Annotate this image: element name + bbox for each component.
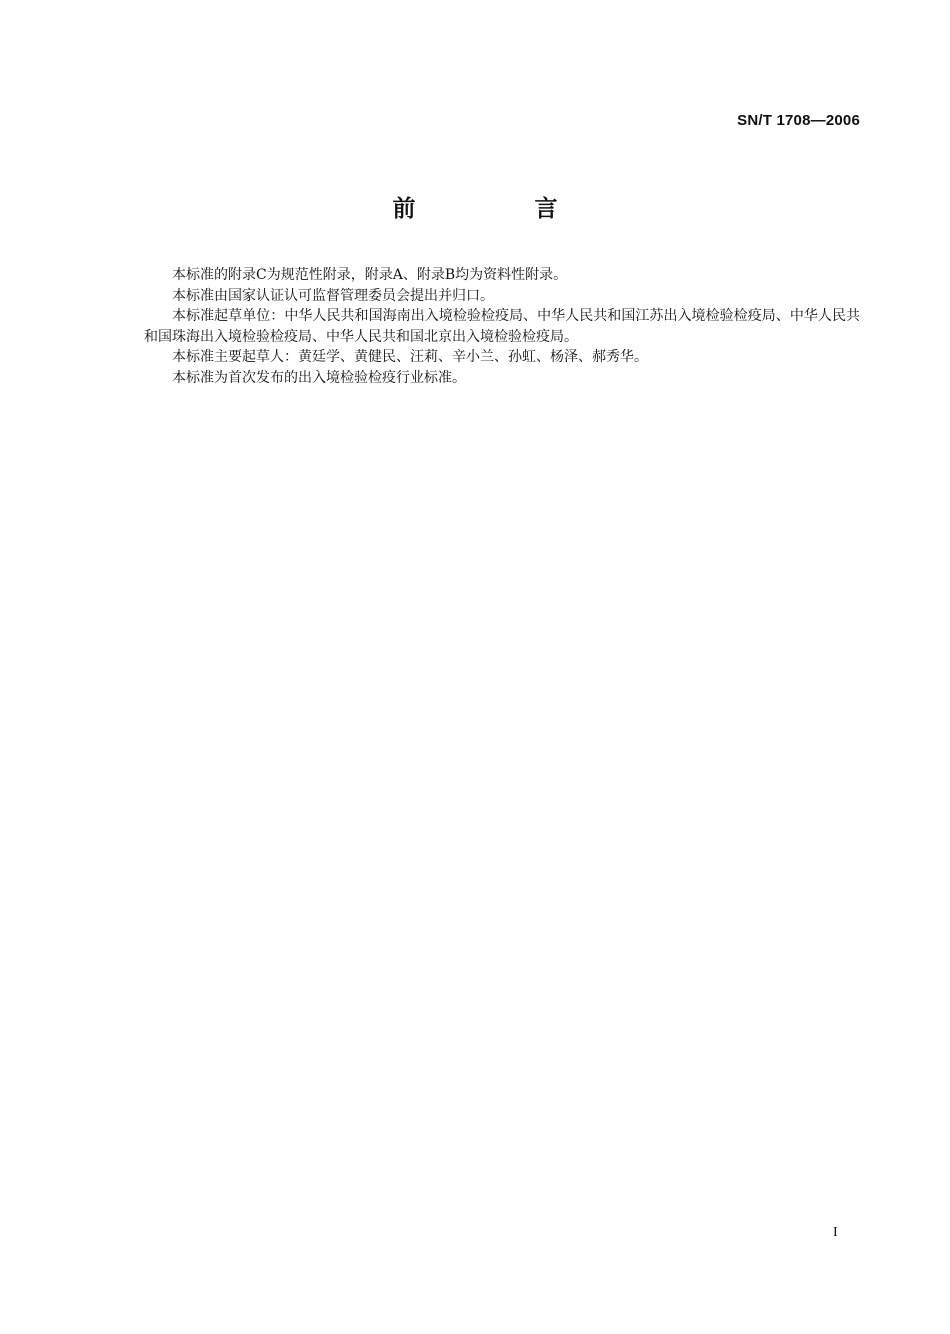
paragraph-annexes: 本标准的附录C为规范性附录，附录A、附录B均为资料性附录。	[172, 267, 568, 283]
paragraph-first-release: 本标准为首次发布的出入境检验检疫行业标准。	[172, 369, 466, 386]
page-number: I	[833, 1225, 838, 1240]
foreword-body	[144, 265, 860, 388]
paragraph-drafting-units: 本标准起草单位：中华人民共和国海南出入境检验检疫局、中华人民共和国江苏出入境检验检疫局、中华人民共和国珠海出入境检验检疫局、中华人民共和国北京出入境检验检疫局。	[144, 308, 860, 345]
standard-number: SN/T 1708—2006	[737, 112, 860, 129]
paragraph-drafters: 本标准主要起草人：黄廷学、黄健民、汪莉、辛小兰、孙虹、杨泽、郝秀华。	[172, 349, 648, 365]
foreword-title: 前 言	[392, 196, 606, 222]
paragraph-proposer: 本标准由国家认证认可监督管理委员会提出并归口。	[172, 287, 494, 304]
